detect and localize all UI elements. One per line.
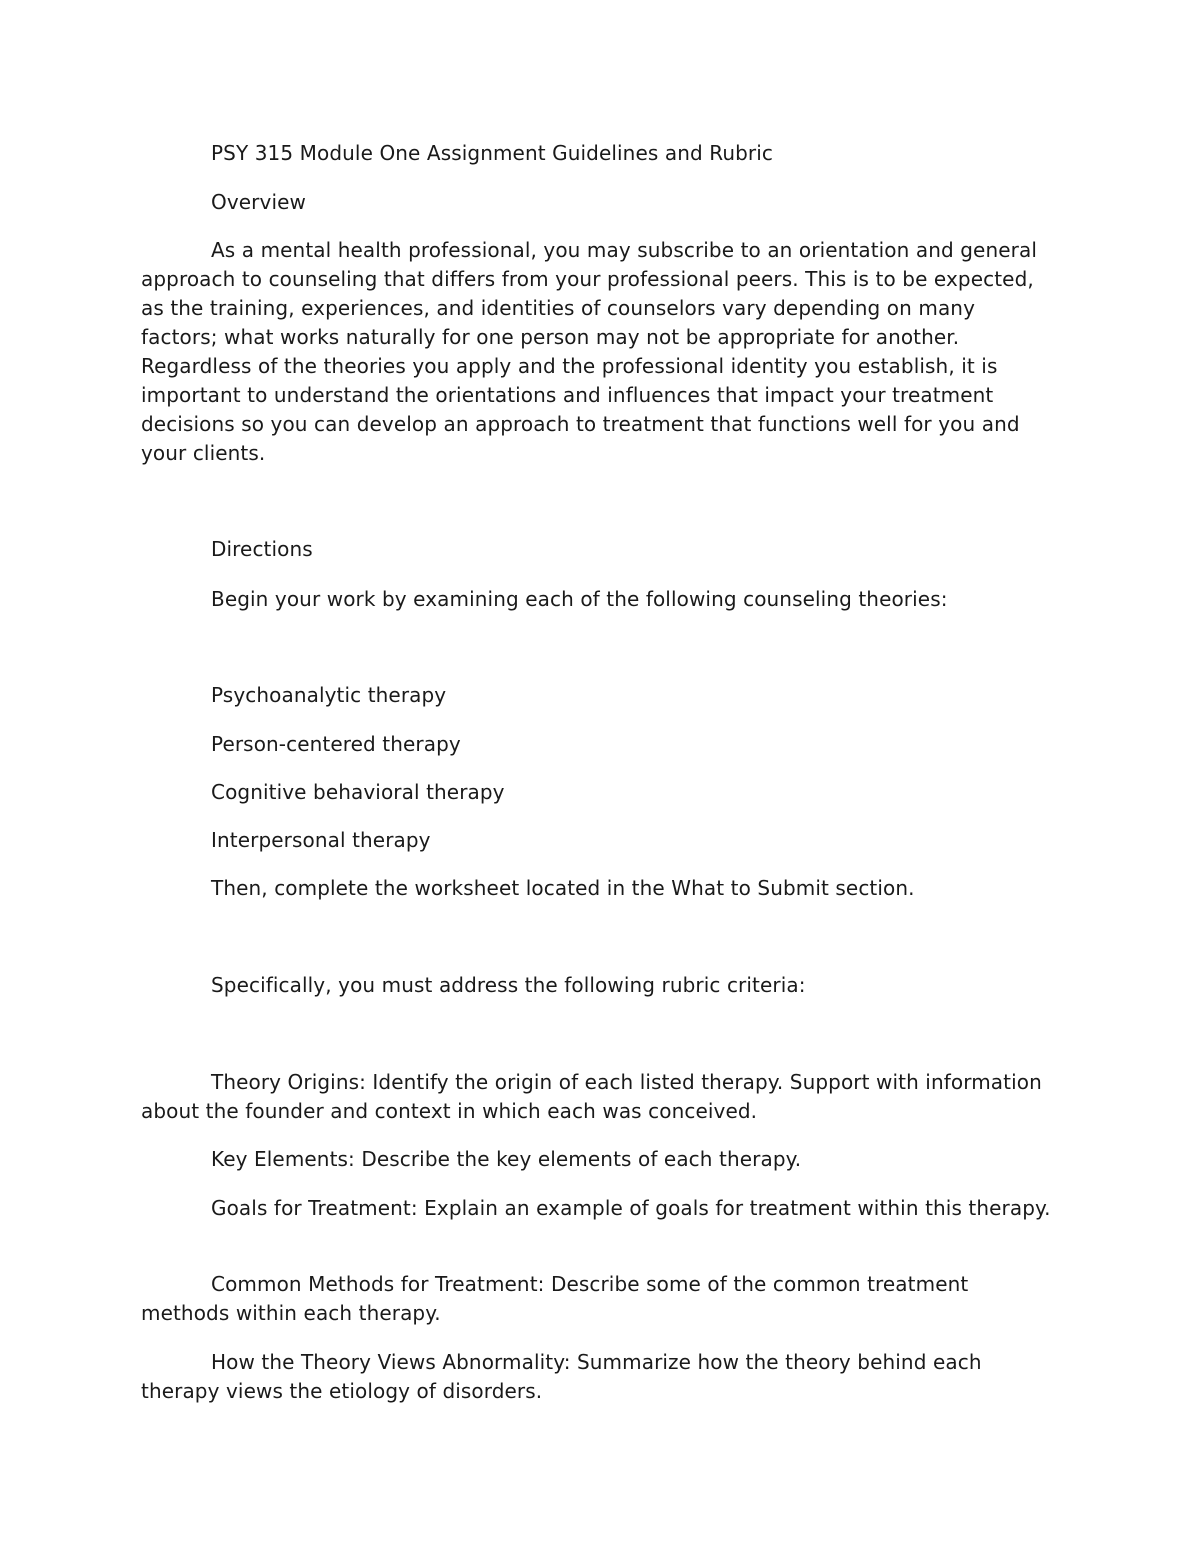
theory-item: Cognitive behavioral therapy bbox=[211, 780, 505, 804]
theory-item: Person-centered therapy bbox=[211, 732, 461, 756]
then-instruction: Then, complete the worksheet located in the What to Submit section. bbox=[211, 876, 915, 900]
document-title: PSY 315 Module One Assignment Guidelines and Rubric bbox=[211, 141, 773, 165]
directions-heading: Directions bbox=[211, 537, 313, 561]
overview-paragraph: As a mental health professional, you may subscribe to an orientation and general approach to counseling that differs from your professional peers. This is to be expected, as the training, experiences, and identities of counselors vary depending on many factors; what works naturally for one person may not be appropriate for another. Regardless of the theories you apply and the professional identity you establish, it is important to understand the orientations and influences that impact your treatment decisions so you can develop an approach to treatment that functions well for you and your clients. bbox=[141, 238, 1037, 465]
rubric-criterion: Goals for Treatment: Explain an example of goals for treatment within this therapy. bbox=[211, 1196, 1051, 1220]
theory-item: Psychoanalytic therapy bbox=[211, 683, 447, 707]
rubric-criterion: Common Methods for Treatment: Describe some of the common treatment methods within each therapy. bbox=[141, 1272, 969, 1325]
theory-item: Interpersonal therapy bbox=[211, 828, 431, 852]
overview-heading: Overview bbox=[211, 190, 306, 214]
directions-intro: Begin your work by examining each of the following counseling theories: bbox=[211, 587, 948, 611]
rubric-criterion: Theory Origins: Identify the origin of each listed therapy. Support with information about the founder and context in which each was conceived. bbox=[141, 1070, 1042, 1123]
rubric-intro: Specifically, you must address the following rubric criteria: bbox=[211, 973, 806, 997]
rubric-criterion: Key Elements: Describe the key elements of each therapy. bbox=[211, 1147, 802, 1171]
rubric-criterion: How the Theory Views Abnormality: Summarize how the theory behind each therapy views the etiology of disorders. bbox=[141, 1350, 982, 1403]
